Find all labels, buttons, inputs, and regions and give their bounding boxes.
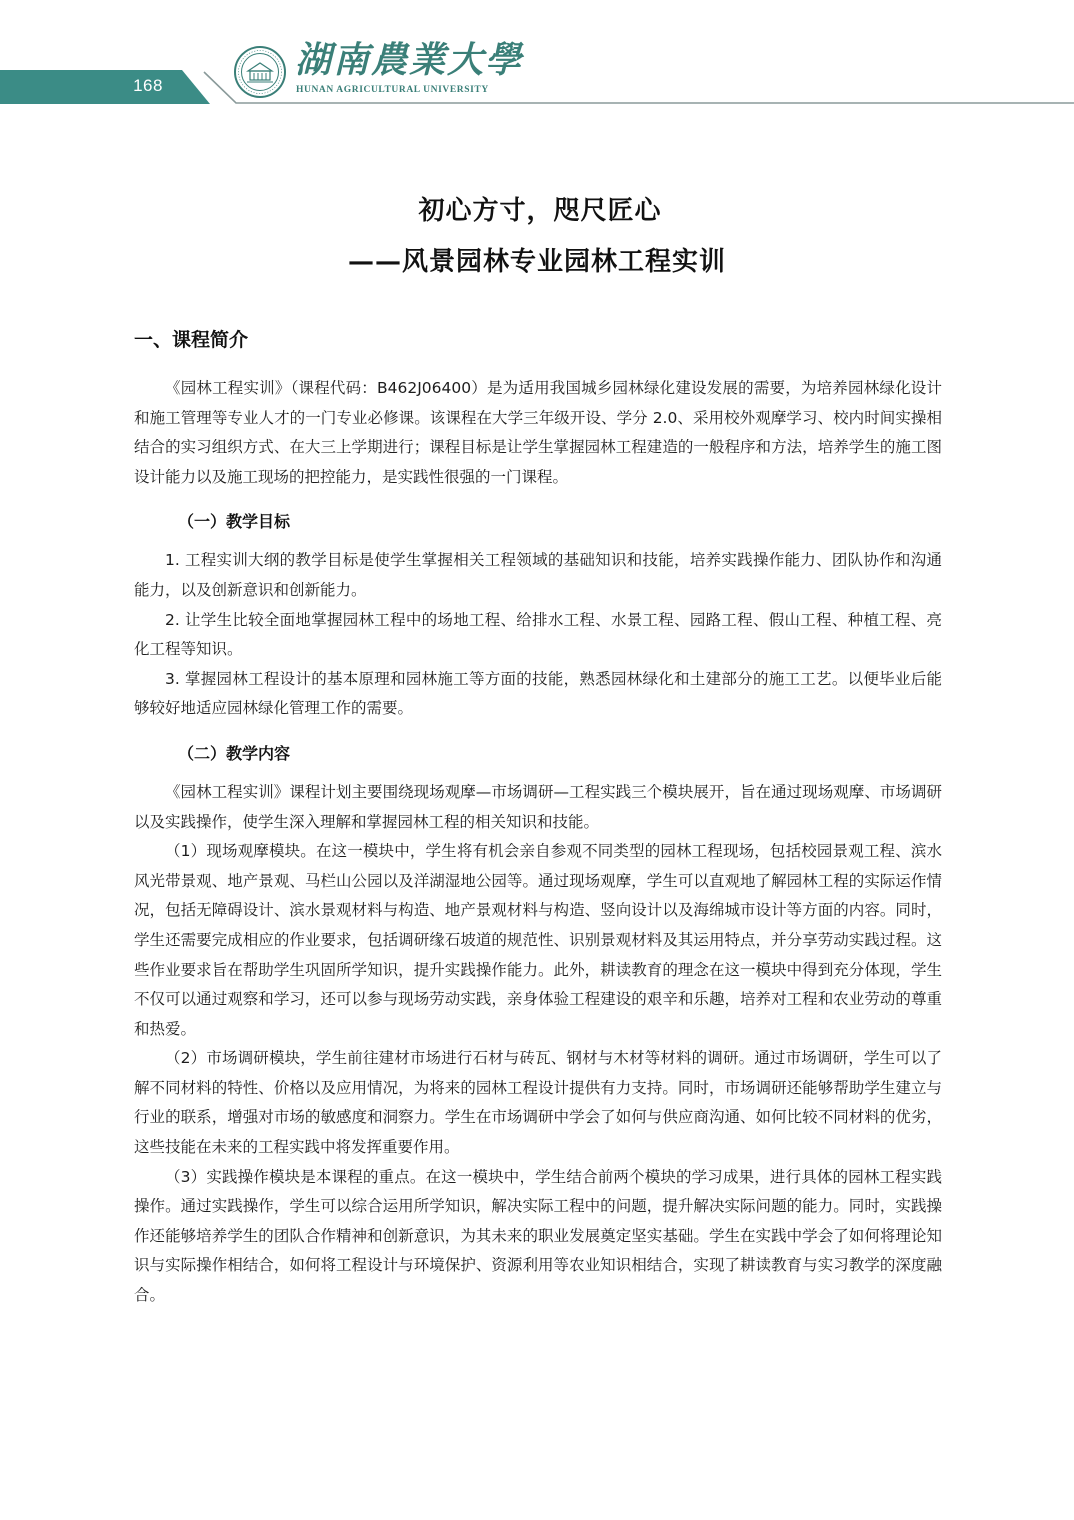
page-header [0, 0, 1074, 120]
page-number: 168 [133, 76, 163, 95]
goal-item: 1. 工程实训大纲的教学目标是使学生掌握相关工程领域的基础知识和技能，培养实践操作能力、团队协作和沟通能力，以及创新意识和创新能力。 [134, 551, 942, 599]
header-band [0, 0, 1074, 120]
paragraph-course-intro: 《园林工程实训》（课程代码：B462J06400）是为适用我国城乡园林绿化建设发展的需要，为培养园林绿化设计和施工管理等专业人才的一门专业必修课。该课程在大学三年级开设、学分 2.0、采用校外观摩学习、校内时间实操相结合的实习组织方式、在大三上学期进行；课程目标是让学生掌握园林工程建造的一般程序和方法，培养学生的施工图设计能力以及施工现场的把控能力，是实践性很强的一门课程。 [134, 379, 942, 486]
article-body [134, 322, 942, 1311]
header-teal-band [0, 70, 210, 104]
article-title [0, 190, 1074, 278]
university-seal-icon [233, 45, 287, 99]
subsection-heading-teaching-goals: （一）教学目标 [178, 512, 291, 532]
university-name-cn: 湖南農業大學 [295, 39, 524, 81]
subsection-heading-teaching-content: （二）教学内容 [178, 743, 291, 763]
content-paragraph: （2）市场调研模块，学生前往建材市场进行石材与砖瓦、钢材与木材等材料的调研。通过市场调研，学生可以了解不同材料的特性、价格以及应用情况，为将来的园林工程设计提供有力支持。同时，市场调研还能够帮助学生建立与行业的联系，增强对市场的敏感度和洞察力。学生在市场调研中学会了如何与供应商沟通、如何比较不同材料的优劣，这些技能在未来的工程实践中将发挥重要作用。 [134, 1049, 942, 1157]
section-heading-course-intro: 一、课程简介 [134, 329, 249, 351]
goal-item: 3. 掌握园林工程设计的基本原理和园林施工等方面的技能，熟悉园林绿化和土建部分的施工工艺。以便毕业后能够较好地适应园林绿化管理工作的需要。 [134, 669, 942, 718]
content-paragraph: （1）现场观摩模块。在这一模块中，学生将有机会亲自参观不同类型的园林工程现场，包括校园景观工程、滨水风光带景观、地产景观、马栏山公园以及洋湖湿地公园等。通过现场观摩，学生可以直观地了解园林工程的实际运作情况，包括无障碍设计、滨水景观材料与构造、地产景观材料与构造、竖向设计以及海绵城市设计等方面的内容。同时，学生还需要完成相应的作业要求，包括调研缘石坡道的规范性、识别景观材料及其运用特点，并分享劳动实践过程。这些作业要求旨在帮助学生巩固所学知识，提升实践操作能力。此外，耕读教育的理念在这一模块中得到充分体现，学生不仅可以通过观察和学习，还可以参与现场劳动实践，亲身体验工程建设的艰辛和乐趣，培养对工程和农业劳动的尊重和热爱。 [134, 842, 942, 1038]
goal-item: 2. 让学生比较全面地掌握园林工程中的场地工程、给排水工程、水景工程、园路工程、假山工程、种植工程、亮化工程等知识。 [134, 610, 942, 659]
content-paragraph: 《园林工程实训》课程计划主要围绕现场观摩—市场调研—工程实践三个模块展开，旨在通过现场观摩、市场调研以及实践操作，使学生深入理解和掌握园林工程的相关知识和技能。 [134, 782, 942, 831]
university-name-en: HUNAN AGRICULTURAL UNIVERSITY [296, 85, 489, 95]
title-subtitle: ——风景园林专业园林工程实训 [347, 247, 726, 277]
title-main: 初心方寸，咫尺匠心 [418, 196, 662, 226]
content-paragraph: （3）实践操作模块是本课程的重点。在这一模块中，学生结合前两个模块的学习成果，进行具体的园林工程实践操作。通过实践操作，学生可以综合运用所学知识，解决实际工程中的问题，提升解决实际问题的能力。同时，实践操作还能够培养学生的团队合作精神和创新意识，为其未来的职业发展奠定坚实基础。学生在实践中学会了如何将理论知识与实际操作相结合，如何将工程设计与环境保护、资源利用等农业知识相结合，实现了耕读教育与实习教学的深度融合。 [134, 1167, 942, 1305]
